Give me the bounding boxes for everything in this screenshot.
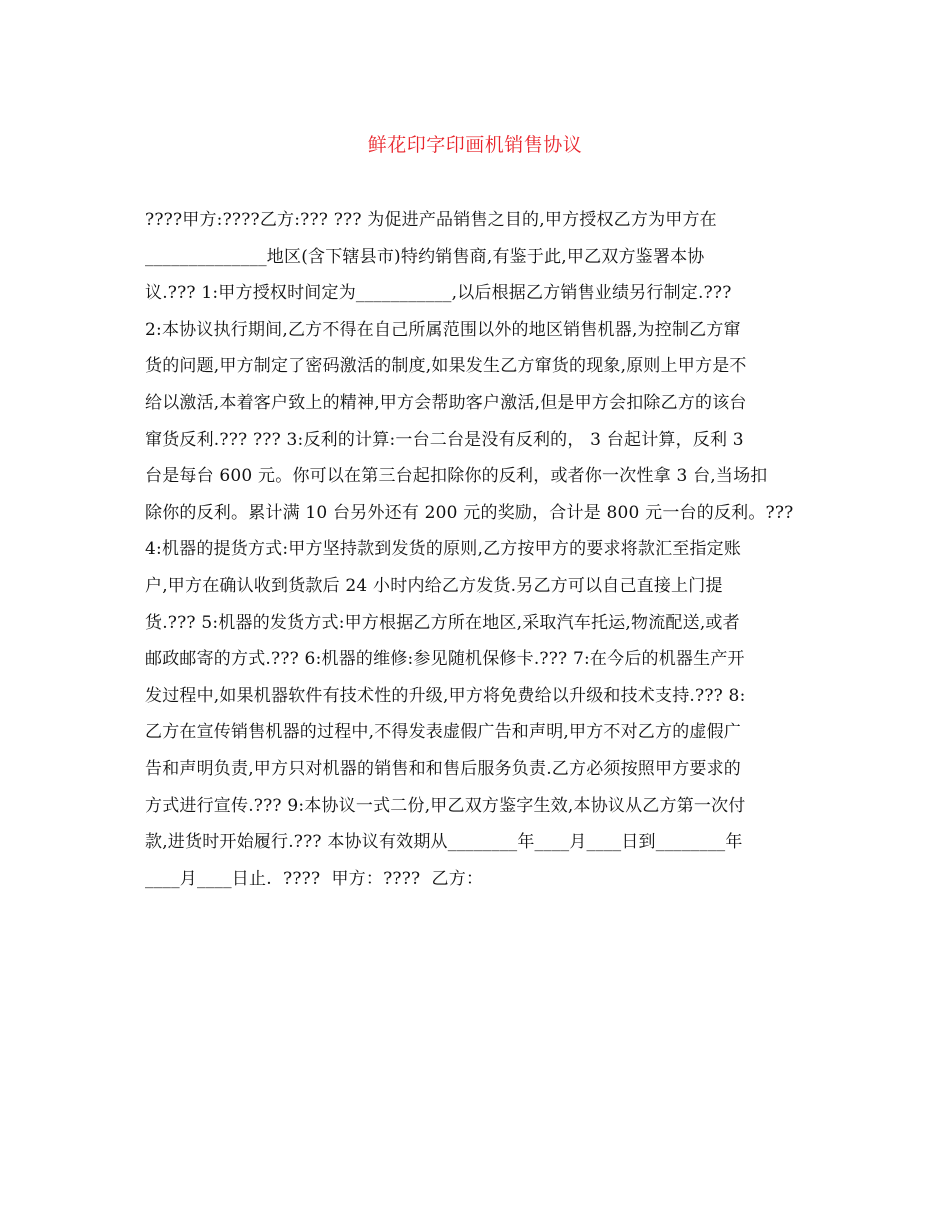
- body-line: 告和声明负责,甲方只对机器的销售和和售后服务负责.乙方必须按照甲方要求的: [145, 758, 742, 779]
- body-line: 窜货反利.??? ??? 3:反利的计算:一台二台是没有反利的， 3 台起计算，反利 3: [145, 429, 744, 450]
- body-line: ______________地区(含下辖县市)特约销售商,有鉴于此,甲乙双方鉴署本协: [145, 246, 705, 267]
- document-body: [145, 202, 815, 897]
- body-line: 款,进货时开始履行.??? 本协议有效期从________年____月____日到________年: [145, 832, 743, 853]
- body-line: 除你的反利。累计满 10 台另外还有 200 元的奖励，合计是 800 元一台的反利。???: [145, 502, 794, 523]
- body-line: 发过程中,如果机器软件有技术性的升级,甲方将免费给以升级和技术支持.??? 8:: [145, 685, 746, 706]
- body-line: 货.??? 5:机器的发货方式:甲方根据乙方所在地区,采取汽车托运,物流配送,或者: [145, 612, 740, 633]
- body-line: 货的问题,甲方制定了密码激活的制度,如果发生乙方窜货的现象,原则上甲方是不: [145, 356, 747, 377]
- body-line: 户,甲方在确认收到货款后 24 小时内给乙方发货.另乙方可以自己直接上门提: [145, 575, 723, 596]
- body-line: 乙方在宣传销售机器的过程中,不得发表虚假广告和声明,甲方不对乙方的虚假广: [145, 722, 742, 743]
- body-line: 4:机器的提货方式:甲方坚持款到发货的原则,乙方按甲方的要求将款汇至指定账: [145, 539, 742, 560]
- body-line: 给以激活,本着客户致上的精神,甲方会帮助客户激活,但是甲方会扣除乙方的该台: [145, 392, 747, 413]
- document-title: 鲜花印字印画机销售协议: [367, 134, 583, 156]
- body-line: 2:本协议执行期间,乙方不得在自己所属范围以外的地区销售机器,为控制乙方窜: [145, 319, 741, 340]
- body-line: 邮政邮寄的方式.??? 6:机器的维修:参见随机保修卡.??? 7:在今后的机器生产开: [145, 649, 745, 670]
- body-line: ____月____日止. ???? 甲方：???? 乙方：: [145, 868, 484, 889]
- body-line: 台是每台 600 元。你可以在第三台起扣除你的反利，或者你一次性拿 3 台,当场扣: [145, 466, 768, 487]
- body-line: 方式进行宣传.??? 9:本协议一式二份,甲乙双方鉴字生效,本协议从乙方第一次付: [145, 795, 746, 816]
- body-line: 议.??? 1:甲方授权时间定为___________,以后根据乙方销售业绩另行制定.???: [145, 283, 732, 304]
- body-line: ????甲方:????乙方:??? ??? 为促进产品销售之目的,甲方授权乙方为甲方在: [145, 210, 717, 230]
